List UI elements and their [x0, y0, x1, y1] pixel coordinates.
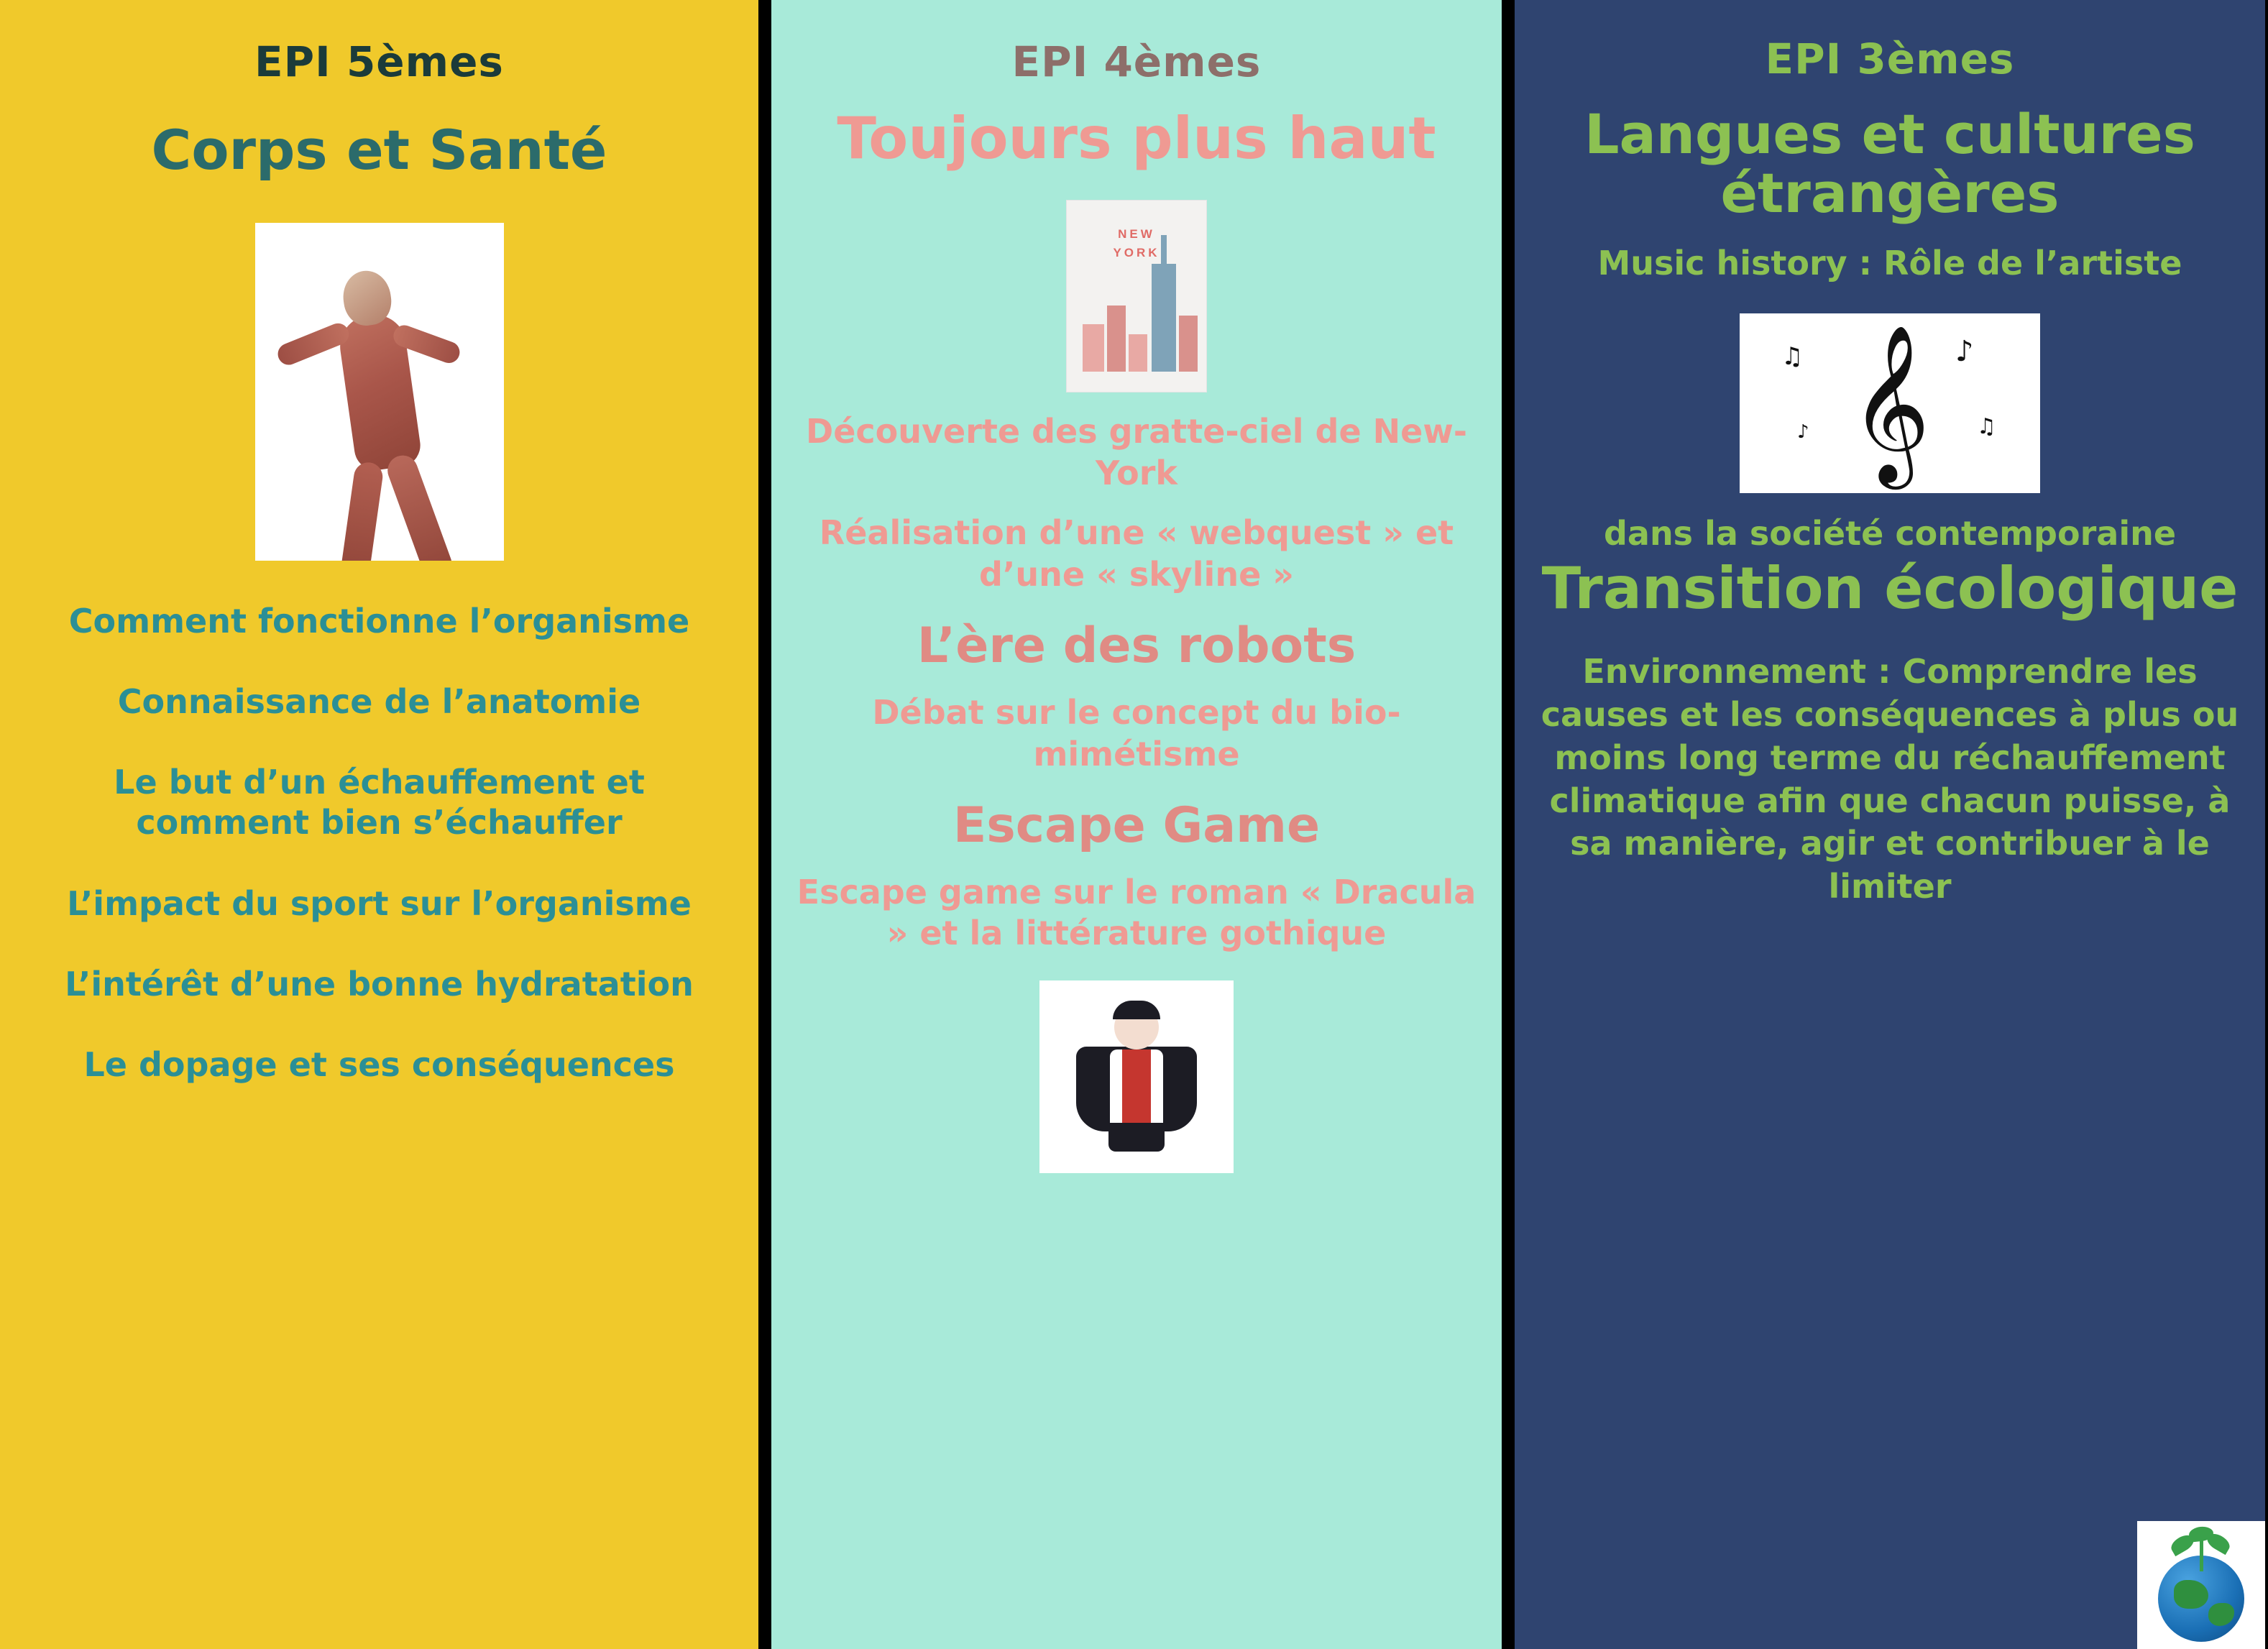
column-epi-3emes — [1515, 0, 2265, 1649]
caption-societe-contemporaine: dans la société contemporaine — [1603, 513, 2177, 553]
epi-label-4emes: EPI 4èmes — [1011, 37, 1262, 86]
list-item: L’impact du sport sur l’organisme — [67, 883, 692, 923]
new-york-poster-image — [1066, 200, 1207, 392]
earth-plant-image — [2137, 1521, 2265, 1649]
title-langues-et-cultures-etrangeres: Langues et cultures étrangères — [1584, 102, 2195, 226]
anatomy-left-leg-shape — [339, 461, 384, 561]
dracula-hair-shape — [1113, 1001, 1160, 1019]
list-item: Réalisation d’une « webquest » et d’une « skyline » — [819, 513, 1454, 594]
new-york-label-line2: YORK — [1113, 245, 1160, 259]
dracula-legs-shape — [1108, 1123, 1165, 1152]
section-title-escape-game: Escape Game — [952, 797, 1321, 855]
dracula-vest-shape — [1122, 1049, 1151, 1124]
list-item: Le dopage et ses conséquences — [83, 1044, 675, 1084]
epi-label-5emes: EPI 5èmes — [254, 37, 504, 86]
column-divider — [1502, 0, 1515, 1649]
title-corps-et-sante: Corps et Santé — [151, 118, 607, 182]
anatomy-head-shape — [339, 267, 394, 328]
plant-sprout-shape — [2169, 1527, 2233, 1571]
list-item: Connaissance de l’anatomie — [117, 682, 641, 722]
list-item: Comment fonctionne l’organisme — [68, 602, 690, 641]
music-note-icon: ♫ — [1781, 341, 1804, 371]
title-toujours-plus-haut: Toujours plus haut — [837, 105, 1436, 172]
music-note-icon: ♫ — [1977, 413, 1996, 439]
new-york-building-shape — [1083, 324, 1104, 372]
new-york-building-shape — [1129, 334, 1147, 372]
list-item: Découverte des gratte-ciel de New-York — [806, 412, 1467, 492]
anatomy-right-arm-shape — [390, 322, 462, 366]
dracula-character-image — [1039, 980, 1234, 1173]
plant-stem-shape — [2200, 1540, 2203, 1571]
section-title-transition-ecologique: Transition écologique — [1541, 555, 2239, 623]
anatomy-figure-shape — [336, 311, 423, 473]
column-epi-4emes — [771, 0, 1502, 1649]
earth-landmass-shape — [2208, 1603, 2234, 1626]
column-epi-5emes — [0, 0, 758, 1649]
music-clef-notes-image — [1740, 313, 2040, 493]
anatomy-right-leg-shape — [383, 451, 456, 561]
new-york-ground-shape — [1067, 372, 1206, 392]
epi-label-3emes: EPI 3èmes — [1765, 35, 2015, 83]
list-item: Débat sur le concept du bio-mimétisme — [872, 693, 1401, 773]
new-york-label-line1: NEW — [1118, 227, 1155, 242]
music-note-icon: ♪ — [1797, 421, 1809, 443]
new-york-building-shape — [1179, 316, 1198, 372]
subtitle-music-history: Music history : Rôle de l’artiste — [1597, 244, 2182, 283]
earth-landmass-shape — [2174, 1580, 2208, 1609]
list-item: Le but d’un échauffement et comment bien s’échauffer — [114, 763, 645, 842]
anatomy-muscle-figure-image — [255, 223, 504, 561]
anatomy-body-shape — [336, 311, 423, 473]
anatomy-left-arm-shape — [275, 320, 352, 368]
new-york-poster-label — [1067, 225, 1206, 262]
treble-clef-icon: 𝄞 — [1849, 323, 1931, 482]
new-york-building-shape — [1107, 306, 1126, 372]
list-item: L’intérêt d’une bonne hydratation — [65, 964, 694, 1003]
list-item: Escape game sur le roman « Dracula » et la littérature gothique — [796, 872, 1477, 953]
paragraph-environnement: Environnement : Comprendre les causes et les conséquences à plus ou moins long terme du réchauffement climatique afin que chacun puisse, à sa manière, agir et contribuer à le limiter — [1541, 652, 2239, 906]
section-title-ere-des-robots: L’ère des robots — [917, 617, 1356, 675]
music-note-icon: ♪ — [1955, 334, 1974, 368]
column-divider — [758, 0, 771, 1649]
empire-state-building-shape — [1152, 264, 1176, 372]
